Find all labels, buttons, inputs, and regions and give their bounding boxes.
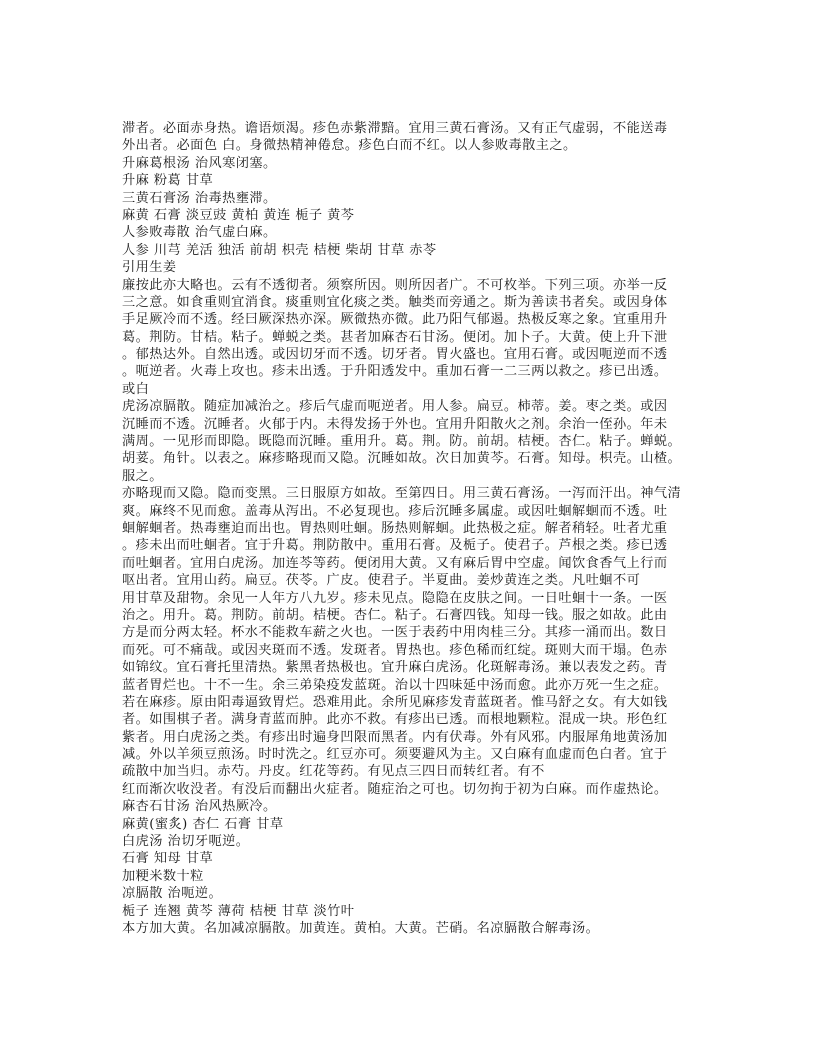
text-line: 加粳米数十粒 xyxy=(122,868,204,884)
text-line: 人参败毒散 治气虚白麻。 xyxy=(122,225,277,241)
text-line: 用甘草及甜物。余见一人年方八九岁。疹未见点。隐隐在皮肤之间。一日吐蛔十一条。一医 xyxy=(122,590,668,606)
text-line: 滞者。必面赤身热。谵语烦渴。疹色赤紫滞黯。宜用三黄石膏汤。又有正气虚弱，不能送毒 xyxy=(122,121,668,136)
text-line: 麻黄 石膏 淡豆豉 黄柏 黄连 栀子 黄芩 xyxy=(122,207,355,223)
text-line: 方是而分两太轻。杯水不能救车薪之火也。一医于表药中用肉桂三分。其疹一涌而出。数日 xyxy=(122,625,668,641)
text-line: 沉睡而不透。沉睡者。火郁于内。未得发扬于外也。宜用升阳散火之剂。余治一侄孙。年未 xyxy=(122,416,668,432)
text-line: 廉按此亦大略也。云有不透彻者。须察所因。则所因者广。不可枚举。下列三项。亦举一反 xyxy=(122,277,668,293)
text-line: 满周。一见形而即隐。既隐而沉睡。重用升。葛。荆。防。前胡。桔梗。杏仁。粘子。蝉蜕。 xyxy=(122,434,682,450)
text-line: 手足厥冷而不透。经曰厥深热亦深。厥微热亦微。此乃阳气郁遏。热极反寒之象。宜重用升 xyxy=(122,312,668,328)
text-line: 亦略现而又隐。隐而变黑。三日服原方如故。至第四日。用三黄石膏汤。一泻而汗出。神气清 xyxy=(122,486,682,502)
text-line: 三黄石膏汤 治毒热壅滞。 xyxy=(122,190,277,206)
text-line: 升麻 粉葛 甘草 xyxy=(122,173,214,189)
text-line: 疏散中加当归。赤芍。丹皮。红花等药。有见点三四日而转红者。有不 xyxy=(122,764,545,780)
text-line: 若在麻疹。原由阳毒逼致胃烂。恐难用此。余所见麻疹发青蓝斑者。惟马舒之女。有大如钱 xyxy=(122,694,668,710)
text-line: 。呃逆者。火毒上攻也。疹未出透。于升阳透发中。重加石膏一二三两以救之。疹已出透。 xyxy=(122,364,668,380)
text-line: 蛔解蛔者。热毒壅迫而出也。胃热则吐蛔。肠热则解蛔。此热极之症。解者稍轻。吐者尤重 xyxy=(122,520,668,536)
text-line: 葛。荆防。甘桔。粘子。蝉蜕之类。甚者加麻杏石甘汤。便闭。加卜子。大黄。使上升下泄 xyxy=(122,329,668,345)
text-line: 石膏 知母 甘草 xyxy=(122,851,214,867)
text-line: 而死。可不痛哉。或因夹斑而不透。发斑者。胃热也。疹色稀而红绽。斑则大而干塌。色赤 xyxy=(122,642,668,658)
text-line: 本方加大黄。名加减凉膈散。加黄连。黄柏。大黄。芒硝。名凉膈散合解毒汤。 xyxy=(122,920,600,936)
text-line: 。郁热达外。自然出透。或因切牙而不透。切牙者。胃火盛也。宜用石膏。或因呃逆而不透 xyxy=(122,347,668,363)
text-line: 红而渐次收没者。有没后而翻出火症者。随症治之可也。切勿拘于初为白麻。而作虚热论。 xyxy=(122,781,668,797)
text-line: 栀子 连翘 黄芩 薄荷 桔梗 甘草 淡竹叶 xyxy=(122,903,355,919)
text-line: 虎汤凉膈散。随症加减治之。疹后气虚而呃逆者。用人参。扁豆。柿蒂。姜。枣之类。或因 xyxy=(122,399,668,415)
text-line: 胡荽。角针。以表之。麻疹略现而又隐。沉睡如故。次日加黄芩。石膏。知母。枳壳。山楂。 xyxy=(122,451,682,467)
text-line: 者。如围棋子者。满身青蓝而肿。此亦不救。有疹出已透。而根地颗粒。混成一块。形色红 xyxy=(122,712,668,728)
text-line: 紫者。用白虎汤之类。有疹出时遍身凹限而黑者。内有伏毒。外有风邪。内服犀角地黄汤加 xyxy=(122,729,668,745)
text-line: 爽。麻终不见而愈。盖毒从泻出。不必复现也。疹后沉睡多属虚。或因吐蛔解蛔而不透。吐 xyxy=(122,503,668,519)
text-line: 服之。 xyxy=(122,468,163,484)
text-line: 人参 川芎 羌活 独活 前胡 枳壳 桔梗 柴胡 甘草 赤苓 xyxy=(122,242,437,258)
text-line: 。疹未出而吐蛔者。宜于升葛。荆防散中。重用石膏。及栀子。使君子。芦根之类。疹已透 xyxy=(122,538,668,554)
text-line: 蓝者胃烂也。十不一生。余三弟染疫发蓝斑。治以十四味延中汤而愈。此亦万死一生之症。 xyxy=(122,677,668,693)
text-line: 三之意。如食重则宜消食。痰重则宜化痰之类。触类而旁通之。斯为善读书者矣。或因身体 xyxy=(122,294,668,310)
text-line: 外出者。必面色 白。身微热精神倦怠。疹色白而不红。以人参败毒散主之。 xyxy=(122,138,577,154)
text-line: 麻黄(蜜炙) 杏仁 石膏 甘草 xyxy=(122,816,284,832)
text-line: 麻杏石甘汤 治风热厥冷。 xyxy=(122,799,277,815)
text-line: 引用生姜 xyxy=(122,260,177,276)
document-body xyxy=(122,120,702,937)
text-line: 凉膈散 治呃逆。 xyxy=(122,886,223,902)
text-line: 减。外以羊须豆煎汤。时时洗之。红豆亦可。须要避风为主。又白麻有血虚而色白者。宜于 xyxy=(122,747,668,763)
text-line: 白虎汤 治切牙呃逆。 xyxy=(122,834,250,850)
text-line: 而吐蛔者。宜用白虎汤。加连芩等药。便闭用大黄。又有麻后胃中空虚。闻饮食香气上行而 xyxy=(122,555,668,571)
text-line: 或白 xyxy=(122,381,150,397)
text-line: 治之。用升。葛。荆防。前胡。桔梗。杏仁。粘子。石膏四钱。知母一钱。服之如故。此由 xyxy=(122,607,668,623)
text-line: 升麻葛根汤 治风寒闭塞。 xyxy=(122,155,277,171)
text-line: 呕出者。宜用山药。扁豆。茯苓。广皮。使君子。半夏曲。姜炒黄连之类。凡吐蛔不可 xyxy=(122,573,641,589)
text-line: 如锦纹。宜石膏托里清热。紫黑者热极也。宜升麻白虎汤。化斑解毒汤。兼以表发之药。青 xyxy=(122,660,668,676)
